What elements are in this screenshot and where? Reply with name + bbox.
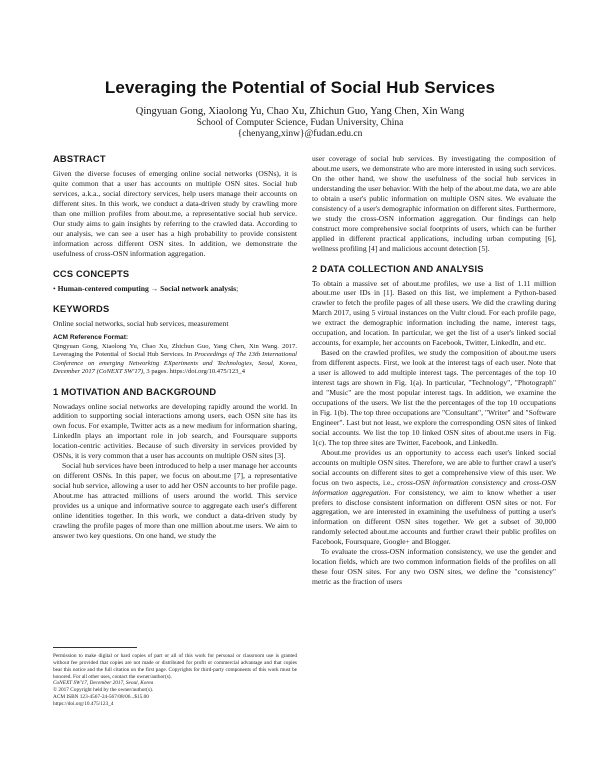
- isbn-line: ACM ISBN 123-4567-24-567/08/06...$15.00: [53, 694, 149, 701]
- acm-reference-format: [53, 334, 297, 376]
- ccs-trail: ;: [236, 283, 239, 293]
- acm-reference-authors: Qingyuan Gong, Xiaolong Yu, Chao Xu, Zhichun Guo, Yang Chen, Xin Wang. 2017. Leveraging the Potential of Social Hub Services. In: [53, 342, 297, 359]
- ccs-concepts: [53, 284, 297, 294]
- copyright-line: © 2017 Copyright held by the owner/author(s).: [53, 687, 154, 694]
- footnote-doi[interactable]: https://doi.org/10.475/123_4: [53, 700, 114, 707]
- emphasis-consistency: cross-OSN information consistency: [397, 477, 507, 487]
- ccs-concept: Human-centered computing → Social network analysis: [57, 283, 237, 293]
- keywords-heading: KEYWORDS: [53, 303, 110, 314]
- acm-reference-label: ACM Reference Format:: [53, 334, 129, 342]
- acm-reference-tail: , 3 pages.: [143, 368, 169, 376]
- author-list: Qingyuan Gong, Xiaolong Yu, Chao Xu, Zhichun Guo, Yang Chen, Xin Wang: [135, 106, 465, 117]
- emphasis-aggregation: cross-OSN information aggregation: [312, 477, 556, 497]
- section-2-paragraph-1: To obtain a massive set of about.me profiles, we use a list of 1.11 million about.me user IDs in [1]. Based on this list, we implement a Python-based crawler to fetch the profile pages of all these users. We did the crawling during March 2017, using 5 virtual instances on the Vultr cloud. For each profile page, we extract the demographic information including the name, interest tags, occupation, and location. In particular, we get the list of a user's linked social accounts, for example, her accounts on Facebook, Twitter, LinkedIn, and etc.: [312, 278, 556, 348]
- section-1-heading: 1 MOTIVATION AND BACKGROUND: [53, 386, 217, 397]
- abstract-heading: ABSTRACT: [53, 154, 106, 164]
- paper-title: Leveraging the Potential of Social Hub Services: [104, 78, 496, 97]
- section-2-paragraph-4: To evaluate the cross-OSN information consistency, we use the gender and location fields, which are two common information fields of the profiles on all these four OSN sites. For any two OSN sites, we define the "consistency" metric as the fraction of users: [312, 547, 556, 587]
- permission-text: Permission to make digital or hard copies of part or all of this work for personal or classroom use is granted without fee provided that copies are not made or distributed for profit or commercial advantage and that copies bear this notice and the full citation on the first page. Copyrights for third-party components of this work must be honored. For all other uses, contact the owner/author(s).: [53, 653, 297, 680]
- keywords-text: Online social networks, social hub services, measurement: [53, 318, 229, 328]
- section-2-paragraph-2: Based on the crawled profiles, we study the composition of about.me users from different aspects. First, we look at the interest tags of each user. Note that a user is allowed to add multiple interest tags. The percentages of the top 10 interest tags are shown in Fig. 1(a). In particular, "Technology", "Photograph" and "Music" are the most popular interest tags. In addition, we examine the occupations of the users. We list the the percentages of the top 10 occupations in Fig. 1(b). The top three occupations are "Consultant", "Writer" and "Software Engineer". Last but not least, we explore the corresponding OSN sites of linked social accounts. We list the top 10 linked OSN sites of about.me users in Fig. 1(c). The top three sites are Twitter, Facebook, and LinkedIn.: [312, 348, 556, 447]
- ccs-heading: CCS CONCEPTS: [53, 268, 130, 279]
- footnote-rule: [53, 647, 137, 648]
- left-column: [53, 154, 297, 541]
- acm-reference-doi[interactable]: https://doi.org/10.475/123_4: [169, 368, 246, 376]
- abstract-text: Given the diverse focuses of emerging online social networks (OSNs), it is quite common that a user has accounts on multiple OSN sites. Social hub services, a.k.a., social directory services, help users manage their accounts on different sites. In this work, we conduct a data-driven study by crawling more than one million profiles from about.me, a representative social hub service. Our study aims to gain insights by referring to the crawled data. According to our analysis, we can see a user has a high probability to provide consistent information across different OSN sites. In addition, we demonstrate the usefulness of cross-OSN information aggregation.: [53, 169, 297, 258]
- author-email: {chenyang,xinw}@fudan.edu.cn: [237, 129, 363, 139]
- section-1-paragraph-3: user coverage of social hub services. By investigating the composition of about.me users, we demonstrate who are more interested in using such services. On the other hand, we show the usefulness of the social hub services in understanding the user behavior. With the help of the about.me data, we are able to obtain a user's public information on multiple OSN sites. We evaluate the consistency of a user's demographic information on different sites. Furthermore, we study the cross-OSN information aggregation. Our findings can help construct more comprehensive social footprints of users, which can be further applied in different practical applications, including urban computing [6], wellness profiling [4] and malicious account detection [5].: [312, 154, 556, 253]
- right-column: [312, 154, 556, 587]
- paper-header: [0, 78, 600, 139]
- affiliation: School of Computer Science, Fudan University, China: [196, 118, 404, 128]
- conference-line: CoNEXT SW'17, December 2017, Seoul, Korea: [53, 680, 154, 687]
- section-1-paragraph-2: Social hub services have been introduced to help a user manage her accounts on different OSNs. In this paper, we focus on about.me [7], a representative social hub service, allowing a user to add her OSN accounts to her profile page. About.me has attracted millions of users around the world. This service provides us a unique and informative source to aggregate each user's different online identities together. In this work, we conduct a data-driven study by crawling the profile pages of more than one million about.me users. We aim to answer two key questions. On one hand, we study the: [53, 461, 297, 540]
- section-2-heading: 2 DATA COLLECTION AND ANALYSIS: [312, 263, 484, 274]
- section-1-paragraph-1: Nowadays online social networks are developing rapidly around the world. In addition to supporting social interactions among users, each OSN site has its own focus. For example, Twitter acts as a new medium for information sharing, LinkedIn plays an important role in job search, and Foursquare supports location-centric activities. Because of such diversity in services provided by OSNs, it is very common that a user has accounts on multiple OSN sites [3].: [53, 401, 297, 461]
- acm-reference-venue: Proceedings of The 13th International Conference on emerging Networking EXperiments and Technologies, Seoul, Korea, December 2017 (CoNEXT SW'17): [53, 351, 297, 376]
- permission-footnote: [53, 647, 297, 708]
- section-2-paragraph-3: About.me provides us an opportunity to access each user's linked social accounts on multiple OSN sites. Therefore, we are able to further crawl a user's social accounts on different sites to get a comprehensive view of this user. We focus on two aspects, i.e., cross-OSN information consistency and cross-OSN information aggregation. For consistency, we aim to know whether a user prefers to disclose consistent information on different OSN sites or not. For aggregation, we are interested in examining the usefulness of putting a user's information on different OSN sites together. We get a subset of 30,000 randomly selected about.me accounts and further crawl their public profiles on Facebook, Foursquare, Google+ and Blogger.: [312, 447, 556, 547]
- ccs-bullet: •: [53, 283, 56, 293]
